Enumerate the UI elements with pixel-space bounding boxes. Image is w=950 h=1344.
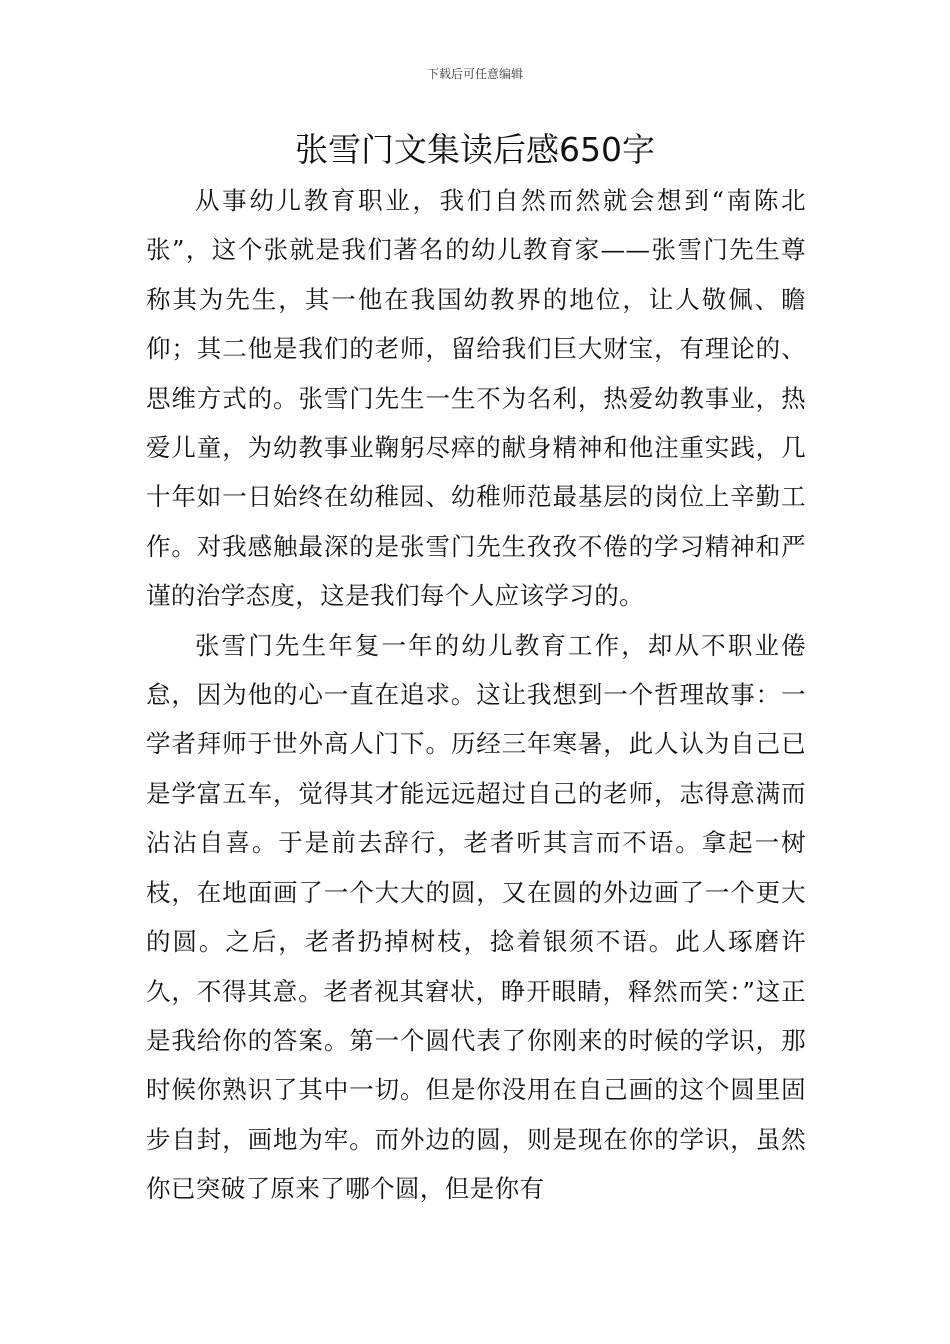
paragraph: 从事幼儿教育职业，我们自然而然就会想到“南陈北张”，这个张就是我们著名的幼儿教育家——张雪门先生尊称其为先生，其一他在我国幼教界的地位，让人敬佩、瞻仰；其二他是我们的老师，留给我们巨大财宝，有理论的、思维方式的。张雪门先生一生不为名利，热爱幼教事业，热爱儿童，为幼教事业鞠躬尽瘁的献身精神和他注重实践，几十年如一日始终在幼稚园、幼稚师范最基层的岗位上辛勤工作。对我感触最深的是张雪门先生孜孜不倦的学习精神和严谨的治学态度，这是我们每个人应该学习的。 [146, 186, 806, 611]
paragraph: 张雪门先生年复一年的幼儿教育工作，却从不职业倦怠，因为他的心一直在追求。这让我想到一个哲理故事：一学者拜师于世外高人门下。历经三年寒暑，此人认为自己已是学富五车，觉得其才能远远超过自己的老师，志得意满而沾沾自喜。于是前去辞行，老者听其言而不语。拿起一树枝，在地面画了一个大大的圆，又在圆的外边画了一个更大的圆。之后，老者扔掉树枝，捻着银须不语。此人琢磨许久，不得其意。老者视其窘状，睁开眼睛，释然而笑：”这正是我给你的答案。第一个圆代表了你刚来的时候的学识，那时候你熟识了其中一切。但是你没用在自己画的这个圆里固步自封，画地为牢。而外边的圆，则是现在你的学识，虽然你已突破了原来了哪个圆，但是你有 [146, 630, 806, 1204]
header-note: 下载后可任意编辑 [426, 67, 523, 81]
document-body [146, 176, 806, 1214]
document-title: 张雪门文集读后感650字 [295, 130, 655, 169]
